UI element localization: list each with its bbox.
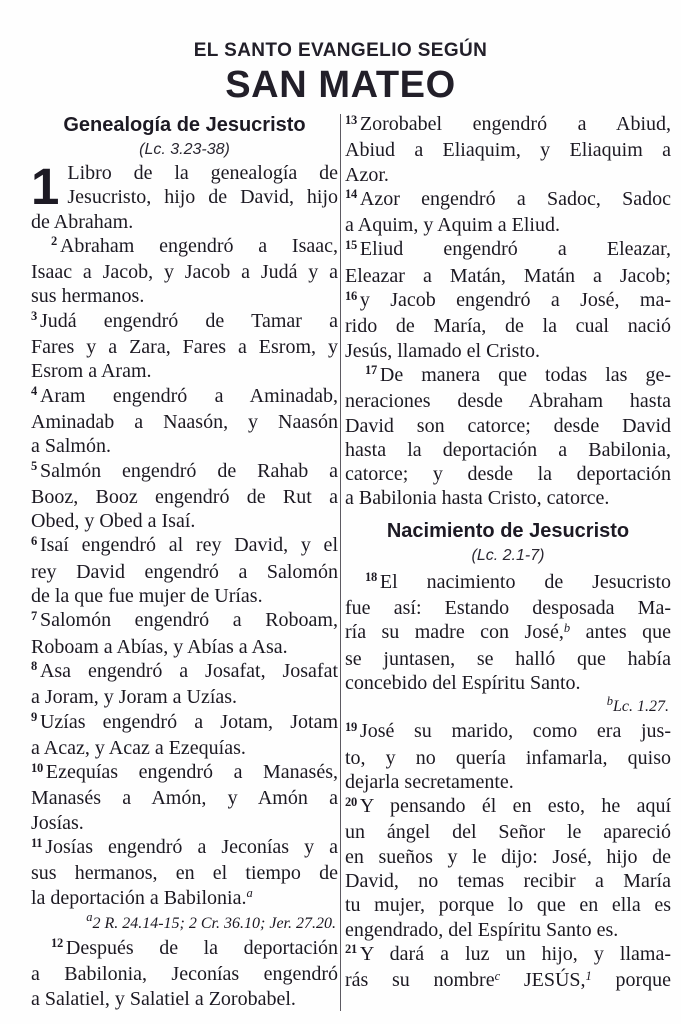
verse-text: tu mujer, porque lo que en ella es [345, 894, 671, 917]
text-line [345, 414, 671, 438]
text-line [345, 794, 671, 820]
text-line [345, 570, 671, 596]
text-line [345, 770, 671, 794]
footnote-marker: a [246, 886, 253, 901]
text-line [345, 820, 671, 844]
text-line [345, 438, 671, 462]
verse-text: Abiud a Eliaquim, y Eliaquim a [345, 139, 671, 162]
text-line [345, 339, 671, 363]
verse-text: dejarla secretamente. [345, 770, 514, 793]
verse-text: Roboam a Abías, y Abías a Asa. [31, 635, 288, 658]
column-divider [340, 114, 341, 1011]
text-line [31, 459, 338, 485]
text-line [31, 434, 338, 458]
text-line [345, 719, 671, 745]
verse-text: de la que fue mujer de Urías. [31, 585, 263, 608]
section-reference: (Lc. 3.23-38) [139, 141, 230, 158]
text-line [345, 845, 671, 869]
verse-number: 11 [31, 835, 43, 850]
verse-text: Jesús, llamado el Cristo. [345, 339, 540, 362]
verse-number: 18 [365, 570, 377, 585]
text-line [345, 363, 671, 389]
verse-text: Abraham engendró a Isaac, [59, 234, 338, 257]
verse-text: de Abraham. [31, 210, 134, 233]
footnote-marker: c [494, 968, 501, 983]
text-line [31, 161, 338, 185]
text-line [31, 886, 338, 912]
book-title: SAN MATEO [225, 64, 456, 106]
footnote-line [345, 695, 671, 719]
left-column [31, 112, 338, 1011]
verse-text: Eliud engendró a Eleazar, [359, 238, 671, 261]
verse-text: porque [591, 969, 671, 992]
verse-text: Esrom a Aram. [31, 360, 152, 383]
verse-number: 16 [345, 288, 357, 303]
text-line [345, 968, 671, 994]
verse-text: Salmón engendró de Rahab a [39, 459, 338, 482]
text-line [345, 620, 671, 646]
text-line [31, 736, 338, 760]
verse-text: hasta la deportación a Babilonia, [345, 438, 671, 461]
text-line [31, 936, 338, 962]
verse-text: Azor. [345, 163, 389, 186]
verse-text: y Jacob engendró a José, ma- [359, 289, 671, 312]
verse-text: sus hermanos. [31, 285, 145, 308]
verse-number: 19 [345, 719, 357, 734]
verse-text: Isaí engendró al rey David, y el [39, 534, 338, 557]
verse-text: De manera que todas las ge- [379, 363, 671, 386]
verse-number: 6 [31, 533, 37, 548]
text-line [345, 596, 671, 620]
verse-text: Y dará a luz un hijo, y llama- [359, 942, 671, 965]
right-column [345, 112, 671, 995]
verse-text: a Salatiel, y Salatiel a Zorobabel. [31, 987, 296, 1010]
verse-text: antes que [570, 621, 671, 644]
page-header [0, 0, 681, 107]
text-line [31, 284, 338, 308]
text-line [345, 462, 671, 486]
verse-number: 12 [51, 936, 63, 951]
verse-text: Salomón engendró a Roboam, [39, 609, 338, 632]
footnote-marker: 1 [585, 968, 592, 983]
verse-text: Uzías engendró a Jotam, Jotam [39, 710, 338, 733]
verse-text: Judá engendró de Tamar a [39, 309, 338, 332]
verse-text: to, y no quería infamarla, quiso [345, 746, 671, 769]
verse-text: rey David engendró a Salomón [31, 560, 338, 583]
verse-text: Jesucristo, hijo de David, hijo [67, 186, 338, 209]
section-reference: (Lc. 2.1-7) [471, 546, 545, 564]
verse-text: la deportación a Babilonia. [31, 886, 247, 909]
text-line [31, 384, 338, 410]
text-line [31, 533, 338, 559]
text-line [31, 635, 338, 659]
text-line [31, 962, 338, 986]
text-line [345, 869, 671, 893]
verse-text: Libro de la genealogía de [67, 162, 338, 184]
verse-text: JESÚS, [500, 969, 586, 992]
text-line [31, 659, 338, 685]
verse-text: Aram engendró a Aminadab, [39, 384, 338, 407]
verse-text: Manasés a Amón, y Amón a [31, 787, 338, 810]
verse-text: ría su madre con José, [345, 621, 564, 644]
text-line [345, 918, 671, 942]
paragraph [345, 570, 671, 995]
footnote-marker: a [86, 910, 93, 925]
text-line [345, 893, 671, 917]
paragraph [31, 158, 338, 1011]
text-line [345, 671, 671, 695]
verse-text: 2 R. 24.14-15; 2 Cr. 36.10; Jer. 27.20. [92, 914, 336, 932]
verse-text: Booz, Booz engendró de Rut a [31, 485, 338, 508]
verse-number: 8 [31, 659, 37, 674]
text-line [31, 760, 338, 786]
text-line [31, 811, 338, 835]
verse-text: sus hermanos, en el tiempo de [31, 862, 338, 885]
text-line [345, 264, 671, 288]
verse-text: rás su nombre [345, 969, 495, 992]
verse-number: 13 [345, 112, 357, 127]
text-line [345, 942, 671, 968]
text-line [31, 509, 338, 533]
text-line [345, 237, 671, 263]
text-line [31, 560, 338, 584]
footnote-line [31, 912, 338, 936]
verse-number: 15 [345, 237, 357, 252]
footnote-marker: b [606, 693, 613, 708]
verse-text: rido de María, de la cual nació [345, 315, 671, 338]
paragraph [345, 112, 671, 511]
verse-number: 20 [345, 794, 357, 809]
verse-text: a Joram, y Joram a Uzías. [31, 686, 238, 709]
verse-text: un ángel del Señor le apareció [345, 821, 671, 844]
verse-text: concebido del Espíritu Santo. [345, 671, 581, 694]
text-line [31, 485, 338, 509]
verse-number: 9 [31, 710, 37, 725]
verse-text: Lc. 1.27. [613, 698, 669, 716]
verse-text: Azor engendró a Sadoc, Sadoc [359, 187, 671, 210]
verse-text: Y pensando él en esto, he aquí [359, 795, 671, 818]
text-line [31, 335, 338, 359]
verse-text: a Babilonia hasta Cristo, catorce. [345, 487, 610, 510]
text-line [345, 288, 671, 314]
verse-text: Eleazar a Matán, Matán a Jacob; [345, 264, 671, 287]
verse-number: 3 [31, 309, 37, 324]
text-line [31, 359, 338, 383]
text-line [31, 710, 338, 736]
verse-text: David son catorce; desde David [345, 414, 671, 437]
verse-number: 17 [365, 363, 377, 378]
verse-number: 14 [345, 187, 357, 202]
verse-text: engendrado, del Espíritu Santo es. [345, 918, 619, 941]
verse-text: fue así: Estando desposada Ma- [345, 597, 671, 620]
text-line [345, 138, 671, 162]
verse-text: Asa engendró a Josafat, Josafat [39, 659, 338, 682]
verse-text: catorce; y desde la deportación [345, 463, 671, 486]
verse-text: Josías. [31, 811, 84, 834]
verse-text: José su marido, como era jus- [359, 720, 671, 743]
text-line [31, 861, 338, 885]
text-line [31, 210, 338, 234]
text-line [31, 786, 338, 810]
text-line [345, 314, 671, 338]
verse-text: Zorobabel engendró a Abiud, [359, 113, 671, 135]
text-line [345, 187, 671, 213]
verse-number: 2 [51, 234, 57, 249]
chapter-number: 1 [31, 158, 60, 215]
text-line [31, 685, 338, 709]
text-line [345, 163, 671, 187]
verse-text: a Salmón. [31, 435, 111, 458]
text-line [31, 260, 338, 284]
verse-text: Fares y a Zara, Fares a Esrom, y [31, 336, 338, 359]
text-line [31, 309, 338, 335]
section-heading: Genealogía de Jesucristo [63, 114, 306, 136]
verse-text: a Aquim, y Aquim a Eliud. [345, 214, 560, 237]
text-line [31, 410, 338, 434]
verse-text: Ezequías engendró a Manasés, [45, 761, 338, 784]
verse-text: se juntasen, se halló que había [345, 647, 671, 670]
text-line [31, 608, 338, 634]
verse-text: David, no temas recibir a María [345, 870, 671, 893]
book-kicker: EL SANTO EVANGELIO SEGÚN [193, 40, 488, 61]
text-line [345, 746, 671, 770]
verse-text: Obed, y Obed a Isaí. [31, 510, 196, 533]
verse-text: en sueños y le dijo: José, hijo de [345, 845, 671, 868]
verse-number: 7 [31, 608, 37, 623]
footnote-marker: b [563, 620, 571, 635]
verse-text: a Babilonia, Jeconías engendró [31, 963, 338, 986]
text-line [345, 389, 671, 413]
verse-text: El nacimiento de Jesucristo [379, 570, 671, 593]
text-columns [31, 112, 671, 1011]
text-line [345, 112, 671, 138]
text-line [345, 647, 671, 671]
verse-text: Después de la deportación [65, 936, 338, 959]
text-line [31, 185, 338, 209]
text-line [345, 486, 671, 510]
verse-number: 5 [31, 459, 37, 474]
verse-number: 21 [345, 942, 357, 957]
verse-text: neraciones desde Abraham hasta [345, 390, 671, 413]
verse-text: Josías engendró a Jeconías y a [45, 836, 338, 859]
verse-number: 4 [31, 384, 37, 399]
text-line [345, 213, 671, 237]
text-line [31, 835, 338, 861]
text-line [31, 234, 338, 260]
verse-text: Aminadab a Naasón, y Naasón [31, 410, 338, 433]
verse-number: 10 [31, 760, 43, 775]
verse-text: a Acaz, y Acaz a Ezequías. [31, 736, 246, 759]
text-line [31, 584, 338, 608]
verse-text: Isaac a Jacob, y Jacob a Judá y a [31, 261, 338, 284]
text-line [31, 987, 338, 1011]
section-heading: Nacimiento de Jesucristo [386, 519, 630, 542]
